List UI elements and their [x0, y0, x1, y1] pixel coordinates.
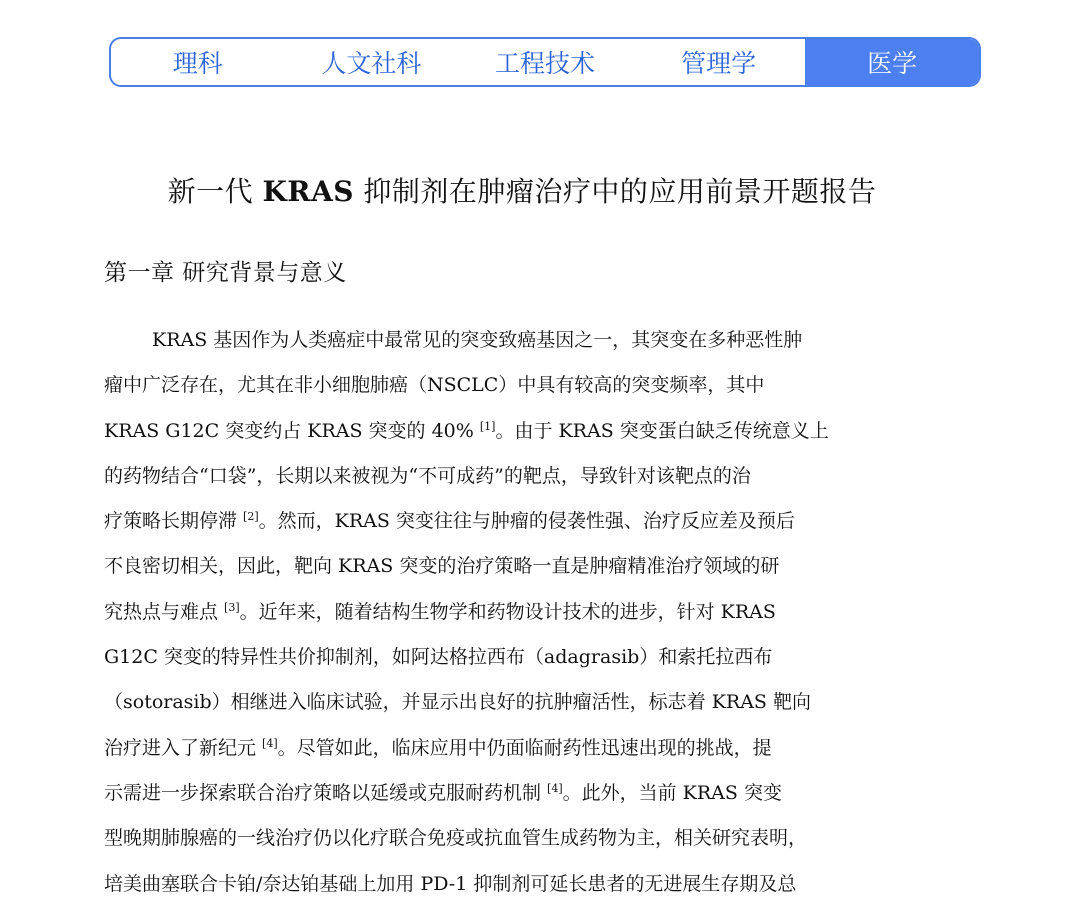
paragraph-line: 示需进一步探索联合治疗策略以延缓或克服耐药机制 [4]。此外，当前 KRAS 突变 — [104, 781, 782, 804]
title-keyword: KRAS — [262, 175, 355, 208]
paragraph-line: KRAS G12C 突变约占 KRAS 突变的 40% [1]。由于 KRAS 突变蛋白缺乏传统意义上 — [104, 419, 829, 442]
citation-ref[interactable]: [4] — [547, 781, 563, 795]
document-title — [0, 170, 1044, 210]
paragraph-line: 治疗进入了新纪元 [4]。尽管如此，临床应用中仍面临耐药性迅速出现的挑战，提 — [104, 736, 772, 759]
title-prefix: 新一代 — [167, 175, 263, 208]
paragraph-line: 疗策略长期停滞 [2]。然而，KRAS 突变往往与肿瘤的侵袭性强、治疗反应差及预后 — [104, 510, 795, 533]
citation-ref[interactable]: [2] — [243, 510, 259, 524]
paragraph-line: KRAS 基因作为人类癌症中最常见的突变致癌基因之一，其突变在多种恶性肿 — [152, 329, 803, 351]
citation-ref[interactable]: [4] — [262, 736, 278, 750]
tab-humanities-social-sciences[interactable]: 人文社科 — [321, 49, 422, 78]
paragraph-line: G12C 突变的特异性共价抑制剂，如阿达格拉西布（adagrasib）和索托拉西布 — [104, 646, 773, 669]
paragraph-line: 型晚期肺腺癌的一线治疗仍以化疗联合免疫或抗血管生成药物为主，相关研究表明， — [104, 827, 808, 850]
title-suffix: 抑制剂在肿瘤治疗中的应用前景开题报告 — [354, 175, 877, 208]
paragraph-line: 的药物结合“口袋”，长期以来被视为“不可成药”的靶点，导致针对该靶点的治 — [104, 464, 751, 487]
paragraph-line: 究热点与难点 [3]。近年来，随着结构生物学和药物设计技术的进步，针对 KRAS — [104, 600, 776, 623]
paragraph-line: 培美曲塞联合卡铂/奈达铂基础上加用 PD-1 抑制剂可延长患者的无进展生存期及总 — [104, 872, 797, 895]
citation-ref[interactable]: [3] — [224, 600, 240, 614]
paragraph-body — [104, 318, 954, 907]
tab-management[interactable]: 管理学 — [681, 49, 757, 78]
tab-science[interactable]: 理科 — [172, 49, 223, 78]
paragraph-line: 瘤中广泛存在，尤其在非小细胞肺癌（NSCLC）中具有较高的突变频率，其中 — [104, 374, 765, 397]
tab-medicine[interactable]: 医学 — [805, 39, 979, 85]
discipline-tab-bar — [109, 37, 981, 87]
paragraph-line: 不良密切相关，因此，靶向 KRAS 突变的治疗策略一直是肿瘤精准治疗领域的研 — [104, 555, 780, 578]
paragraph-line: （sotorasib）相继进入临床试验，并显示出良好的抗肿瘤活性，标志着 KRAS 靶向 — [104, 691, 811, 714]
tab-engineering[interactable]: 工程技术 — [494, 49, 595, 78]
chapter-heading: 第一章 研究背景与意义 — [104, 260, 347, 286]
citation-ref[interactable]: [1] — [479, 419, 496, 433]
